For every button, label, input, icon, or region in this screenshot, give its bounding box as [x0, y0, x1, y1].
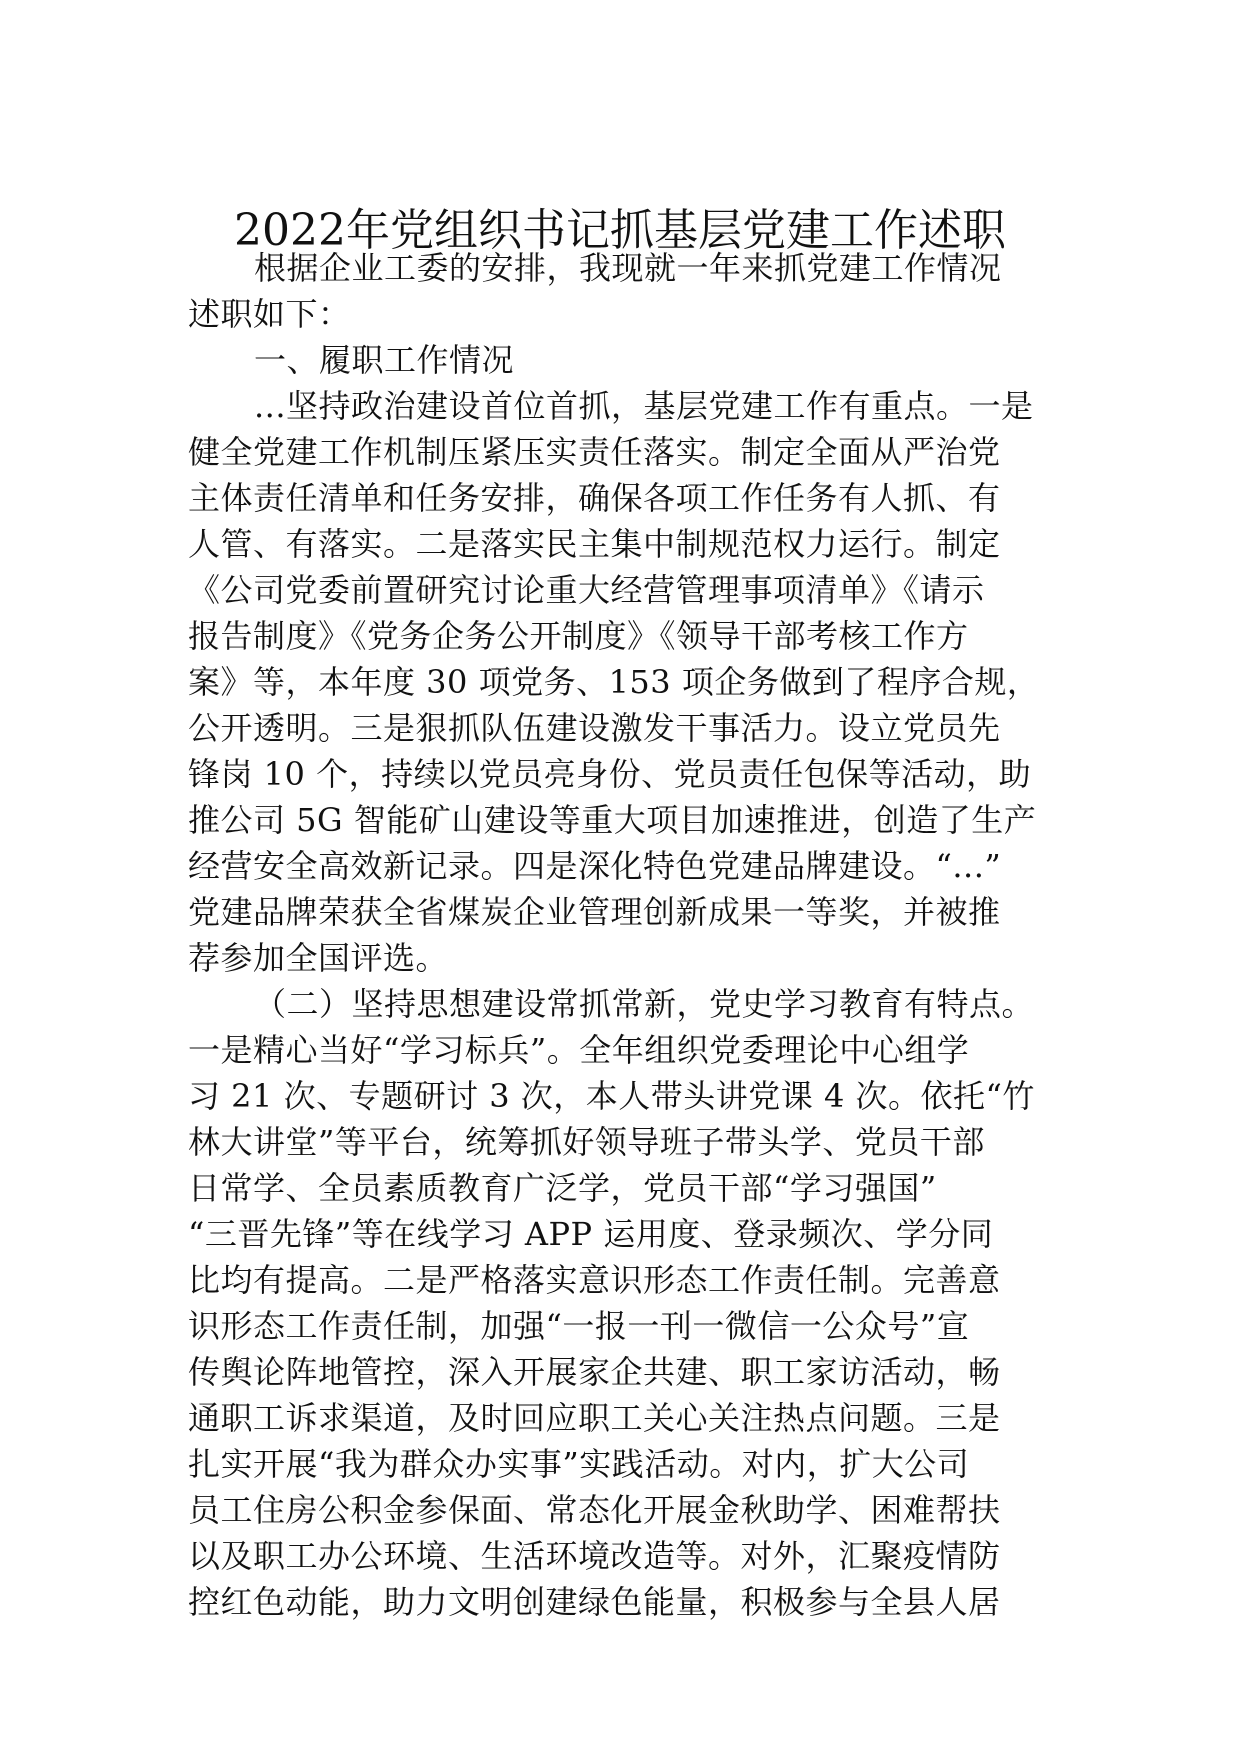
text-line: 比均有提高。二是严格落实意识形态工作责任制。完善意 [188, 1261, 1001, 1299]
text-line: 公开透明。三是狠抓队伍建设激发干事活力。设立党员先 [188, 709, 1001, 747]
text-line: 人管、有落实。二是落实民主集中制规范权力运行。制定 [188, 525, 1001, 563]
text-line: 推公司 5G 智能矿山建设等重大项目加速推进，创造了生产 [188, 801, 1037, 839]
text-line: 报告制度》《党务企务公开制度》《领导干部考核工作方 [188, 617, 969, 655]
text-line: 经营安全高效新记录。四是深化特色党建品牌建设。“...” [188, 847, 1002, 885]
text-line: 传舆论阵地管控，深入开展家企共建、职工家访活动，畅 [188, 1353, 1001, 1391]
document-body [188, 245, 1052, 1625]
text-line: 一是精心当好“学习标兵”。全年组织党委理论中心组学 [188, 1031, 970, 1069]
text-line: 案》等，本年度 30 项党务、153 项企务做到了程序合规， [188, 663, 1040, 701]
document-title: 2022年党组织书记抓基层党建工作述职 [234, 205, 1006, 257]
text-line: （二）坚持思想建设常抓常新，党史学习教育有特点。 [254, 985, 1035, 1023]
text-line: 党建品牌荣获全省煤炭企业管理创新成果一等奖，并被推 [188, 893, 1001, 931]
text-line: 锋岗 10 个，持续以党员亮身份、党员责任包保等活动，助 [188, 755, 1032, 793]
text-line: 荐参加全国评选。 [188, 939, 449, 977]
text-line: 林大讲堂”等平台，统筹抓好领导班子带头学、党员干部 [188, 1123, 985, 1161]
text-line: 日常学、全员素质教育广泛学，党员干部“学习强国” [188, 1169, 937, 1207]
text-line: “三晋先锋”等在线学习 APP 运用度、登录频次、学分同 [188, 1215, 994, 1253]
text-line: 控红色动能，助力文明创建绿色能量，积极参与全县人居 [188, 1583, 1001, 1621]
text-line: 通职工诉求渠道，及时回应职工关心关注热点问题。三是 [188, 1399, 1001, 1437]
text-line: 习 21 次、专题研讨 3 次，本人带头讲党课 4 次。依托“竹 [188, 1077, 1035, 1115]
text-line: 一、履职工作情况 [254, 341, 515, 379]
text-line: 健全党建工作机制压紧压实责任落实。制定全面从严治党 [188, 433, 1001, 471]
text-line: 识形态工作责任制，加强“一报一刊一微信一公众号”宣 [188, 1307, 970, 1345]
text-line: 扎实开展“我为群众办实事”实践活动。对内，扩大公司 [188, 1445, 970, 1483]
text-line: 主体责任清单和任务安排，确保各项工作任务有人抓、有 [188, 479, 1001, 517]
text-line: ...坚持政治建设首位首抓，基层党建工作有重点。一是 [254, 387, 1034, 425]
text-line: 述职如下： [188, 295, 351, 333]
text-line: 《公司党委前置研究讨论重大经营管理事项清单》《请示 [188, 571, 985, 609]
text-line: 以及职工办公环境、生活环境改造等。对外，汇聚疫情防 [188, 1537, 1001, 1575]
text-line: 员工住房公积金参保面、常态化开展金秋助学、困难帮扶 [188, 1491, 1001, 1529]
text-line: 根据企业工委的安排，我现就一年来抓党建工作情况 [254, 249, 1002, 287]
